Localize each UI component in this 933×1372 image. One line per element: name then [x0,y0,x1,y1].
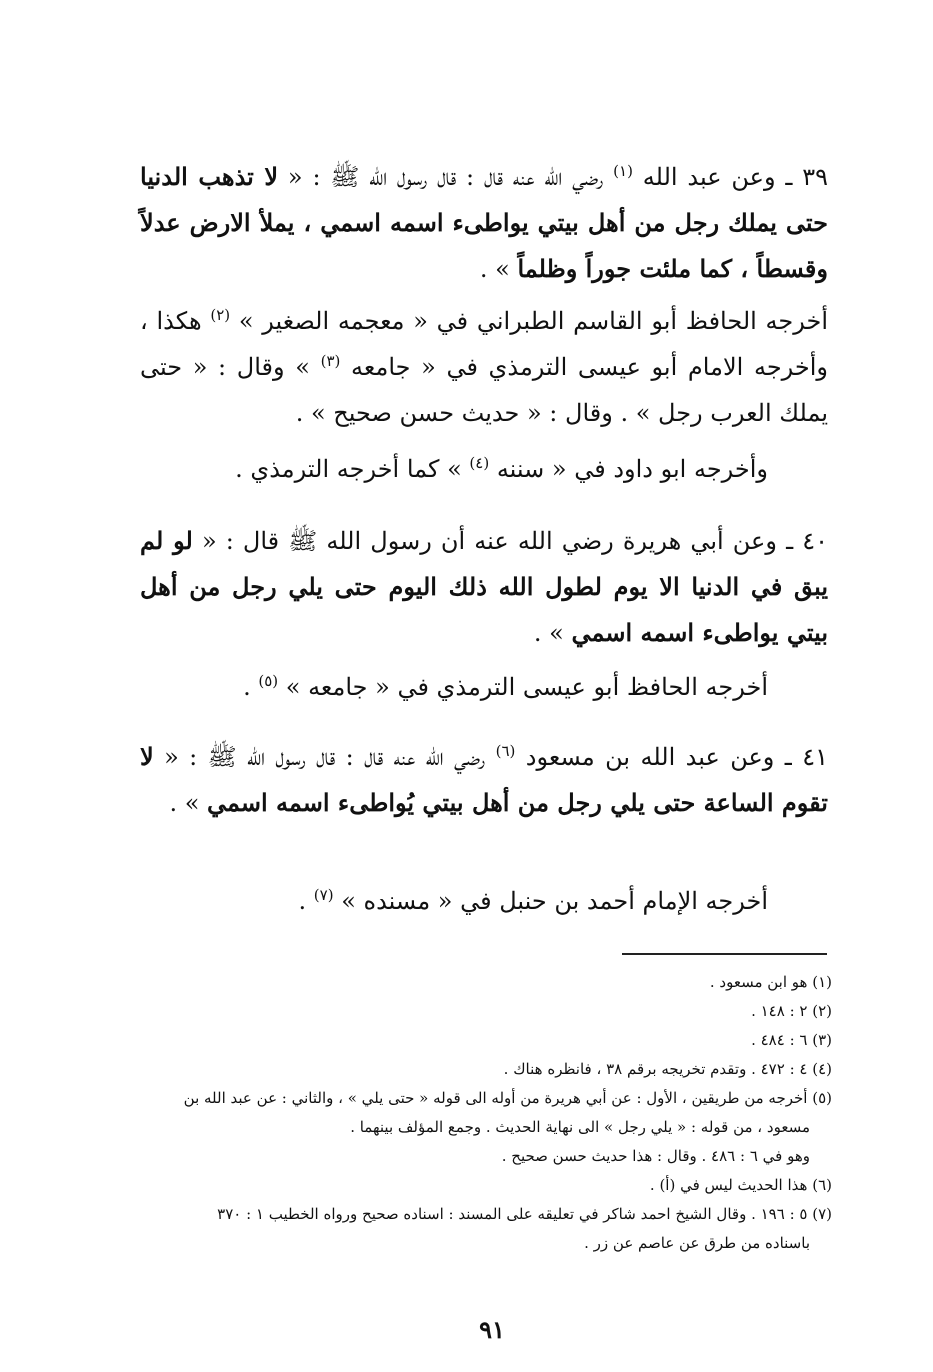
hadith-39-intro: ٣٩ ـ وعن عبد الله [642,163,828,191]
takhrij-39-a-part2: هكذا ، وأخرجه الامام أبو عيسى الترمذي في « جامعه [140,307,828,381]
footnote-5-extra: وهو في ٦ : ٤٨٦ . وقال : هذا حديث حسن صحيح . [501,1147,810,1165]
hadith-40 [140,518,828,656]
footnote-7-continuation: باسناده من طرق عن عاصم عن زر . [584,1234,810,1252]
takhrij-41-part1: أخرجه الإمام أحمد بن حنبل في « مسنده » [341,887,768,915]
hadith-41-close: » . [169,789,208,817]
takhrij-41-part2: . [298,887,314,915]
hadith-39-matn: لا تذهب الدنيا حتى يملك رجل من أهل بيتي يواطىء اسمه اسمي ، يملأ الارض عدلاً وقسطاً ، كما ملئت جوراً وظلماً [140,162,828,283]
footnote-5-continuation: مسعود ، من قوله : « يلي رجل » الى نهاية الحديث . وجمع المؤلف بينهما . [350,1118,810,1136]
hadith-40-text [140,518,828,656]
footnote-7: (٧) ٥ : ١٩٦ . وقال الشيخ احمد شاكر في تعليقه على المسند : اسناده صحيح ورواه الخطيب ١ : ٣٧٠ [217,1205,832,1223]
footnotes [140,968,832,1258]
takhrij-40-part2: . [243,673,259,701]
footnote-2: (٢) ٢ : ١٤٨ . [751,1002,832,1020]
footnote-5: (٥) أخرجه من طريقين ، الأول : عن أبي هريرة من أوله الى قوله « حتى يلي » ، والثاني : عن عبد الله بن [183,1089,832,1107]
hadith-39-close: » . [479,255,518,283]
footnote-4: (٤) ٤ : ٤٧٢ . وتقدم تخريجه برقم ٣٨ ، فانظره هناك . [503,1060,832,1078]
takhrij-40-text [140,664,828,710]
hadith-40-matn: لو لم يبق في الدنيا الا يوم لطول الله ذلك اليوم حتى يلي رجل من أهل بيتي يواطىء اسمه اسمي [140,526,828,647]
footnote-ref-4[interactable]: (٤) [469,454,490,472]
hadith-39 [140,154,828,292]
hadith-41-text [140,734,828,826]
takhrij-41 [140,878,828,924]
takhrij-39-a-text [140,298,828,436]
footnote-ref-5[interactable]: (٥) [258,672,279,690]
hadith-40-close: » . [533,619,572,647]
takhrij-40 [140,664,828,710]
hadith-41 [140,734,828,826]
takhrij-39-b-part1: وأخرجه ابو داود في « سننه [496,455,768,483]
footnote-ref-3[interactable]: (٣) [320,352,341,370]
takhrij-40-part1: أخرجه الحافظ أبو عيسى الترمذي في « جامعه » [285,673,768,701]
footnote-ref-2[interactable]: (٢) [210,306,231,324]
hadith-41-matn: لا تقوم الساعة حتى يلي رجل من أهل بيتي يُواطىء اسمه اسمي [140,742,828,817]
takhrij-39-b-text [140,446,828,492]
takhrij-39-a [140,298,828,436]
footnote-6: (٦) هذا الحديث ليس في (أ) . [649,1176,832,1194]
hadith-41-intro: ٤١ ـ وعن عبد الله بن مسعود [525,743,828,771]
footnote-divider [622,953,827,955]
footnote-ref-1[interactable]: (١) [613,162,633,180]
footnote-3: (٣) ٦ : ٤٨٤ . [751,1031,832,1049]
page-number: ٩١ [479,1315,505,1344]
footnote-1: (١) هو ابن مسعود . [709,973,832,991]
takhrij-39-a-part1: أخرجه الحافظ أبو القاسم الطبراني في « معجمه الصغير » [238,307,829,335]
hadith-39-text [140,154,828,292]
takhrij-41-text [140,878,828,924]
takhrij-39-b-part2: » كما أخرجه الترمذي . [235,455,470,483]
takhrij-39-b [140,446,828,492]
footnote-ref-7[interactable]: (٧) [313,886,334,904]
hadith-41-intro-2: رضي الله عنه قال : قال رسول الله ﷺ : « [153,743,496,771]
takhrij-39-a-part3: » وقال : « حتى يملك العرب رجل » . وقال : « حديث حسن صحيح » . [140,353,828,427]
hadith-39-intro-2: رضي الله عنه قال : قال رسول الله ﷺ : « [278,163,614,191]
hadith-40-intro: ٤٠ ـ وعن أبي هريرة رضي الله عنه أن رسول الله ﷺ قال : « [192,527,828,555]
footnote-ref-6[interactable]: (٦) [495,742,516,760]
